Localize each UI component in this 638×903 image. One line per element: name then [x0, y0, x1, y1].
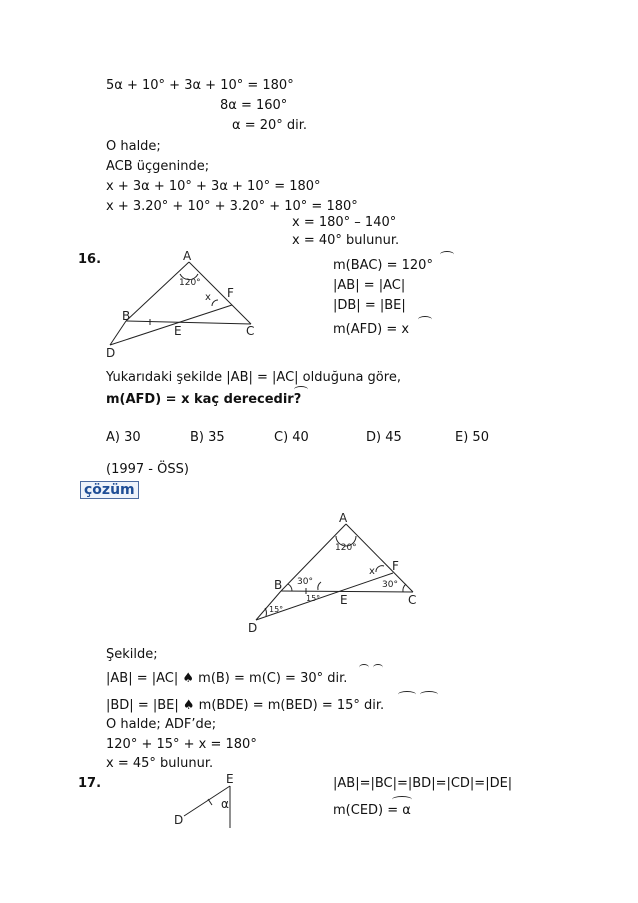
vertex-label-c: C [246, 324, 255, 338]
solution-line: x = 45° bulunur. [106, 756, 214, 771]
text-line: O halde; [106, 139, 161, 154]
given-line: m(BAC) = 120° [333, 258, 433, 273]
equation-line: α = 20° dir. [232, 118, 308, 133]
given-line: m(CED) = α [333, 803, 411, 818]
equation-line: x = 40° bulunur. [292, 233, 400, 248]
solution-line: O halde; ADF’de; [106, 717, 217, 732]
angle-arc-mark [418, 316, 432, 323]
angle-arc-mark [392, 796, 412, 803]
solution-line: |BD| = |BE| ♠ m(BDE) = m(BED) = 15° dir. [106, 698, 385, 713]
vertex-label-d: D [106, 346, 116, 360]
vertex-label-a: A [183, 249, 192, 263]
angle-label-a: 120° [335, 543, 357, 553]
q16-triangle-figure [100, 250, 280, 365]
angle-arc-mark [373, 664, 383, 671]
vertex-label-e: E [340, 593, 348, 607]
answer-option-e[interactable]: E) 50 [455, 430, 489, 445]
answer-option-b[interactable]: B) 35 [190, 430, 225, 445]
question-source: (1997 - ÖSS) [106, 462, 189, 477]
vertex-label-e: E [226, 772, 234, 786]
angle-arc-mark [294, 386, 308, 393]
angle-label-e: 15° [306, 594, 321, 603]
equation-line: 8α = 160° [220, 98, 288, 113]
q17-figure [170, 772, 250, 830]
vertex-label-b: B [122, 309, 131, 323]
solution-line: |AB| = |AC| ♠ m(B) = m(C) = 30° dir. [106, 671, 348, 686]
given-line: |DB| = |BE| [333, 298, 406, 313]
question-number: 17. [78, 776, 102, 791]
angle-arc-mark [440, 251, 454, 258]
vertex-label-e: E [174, 324, 182, 338]
vertex-label-f: F [227, 286, 234, 300]
vertex-label-d: D [248, 621, 258, 635]
angle-arc-mark [398, 691, 416, 698]
vertex-label-b: B [274, 578, 283, 592]
angle-label-x: x [369, 566, 375, 577]
question-text: m(AFD) = x kaç derecedir? [106, 392, 302, 407]
answer-option-a[interactable]: A) 30 [106, 430, 141, 445]
given-line: |AB|=|BC|=|BD|=|CD|=|DE| [333, 776, 513, 791]
vertex-label-f: F [392, 559, 399, 573]
solution-line: Şekilde; [106, 647, 158, 662]
equation-line: x = 180° – 140° [292, 215, 397, 230]
given-line: m(AFD) = x [333, 322, 410, 337]
angle-label-x: x [205, 292, 211, 303]
angle-label-a: 120° [179, 278, 201, 288]
angle-label-alpha: α [221, 797, 229, 811]
vertex-label-a: A [339, 511, 348, 525]
cozum-badge: çözüm [80, 481, 139, 499]
text-line: ACB üçgeninde; [106, 159, 210, 174]
answer-option-d[interactable]: D) 45 [366, 430, 402, 445]
vertex-label-d: D [174, 813, 184, 827]
question-number: 16. [78, 252, 102, 267]
angle-arc-mark [420, 691, 438, 698]
given-line: |AB| = |AC| [333, 278, 406, 293]
vertex-label-c: C [408, 593, 417, 607]
angle-arc-mark [359, 664, 369, 671]
answer-option-c[interactable]: C) 40 [274, 430, 309, 445]
solution-triangle-figure [248, 512, 428, 637]
angle-label-c: 30° [382, 580, 398, 590]
angle-label-d: 15° [269, 605, 284, 614]
angle-label-b: 30° [297, 577, 313, 587]
question-prompt: Yukarıdaki şekilde |AB| = |AC| olduğuna göre, [106, 370, 401, 385]
solution-line: 120° + 15° + x = 180° [106, 737, 257, 752]
equation-line: x + 3α + 10° + 3α + 10° = 180° [106, 179, 321, 194]
equation-line: 5α + 10° + 3α + 10° = 180° [106, 78, 294, 93]
equation-line: x + 3.20° + 10° + 3.20° + 10° = 180° [106, 199, 358, 214]
